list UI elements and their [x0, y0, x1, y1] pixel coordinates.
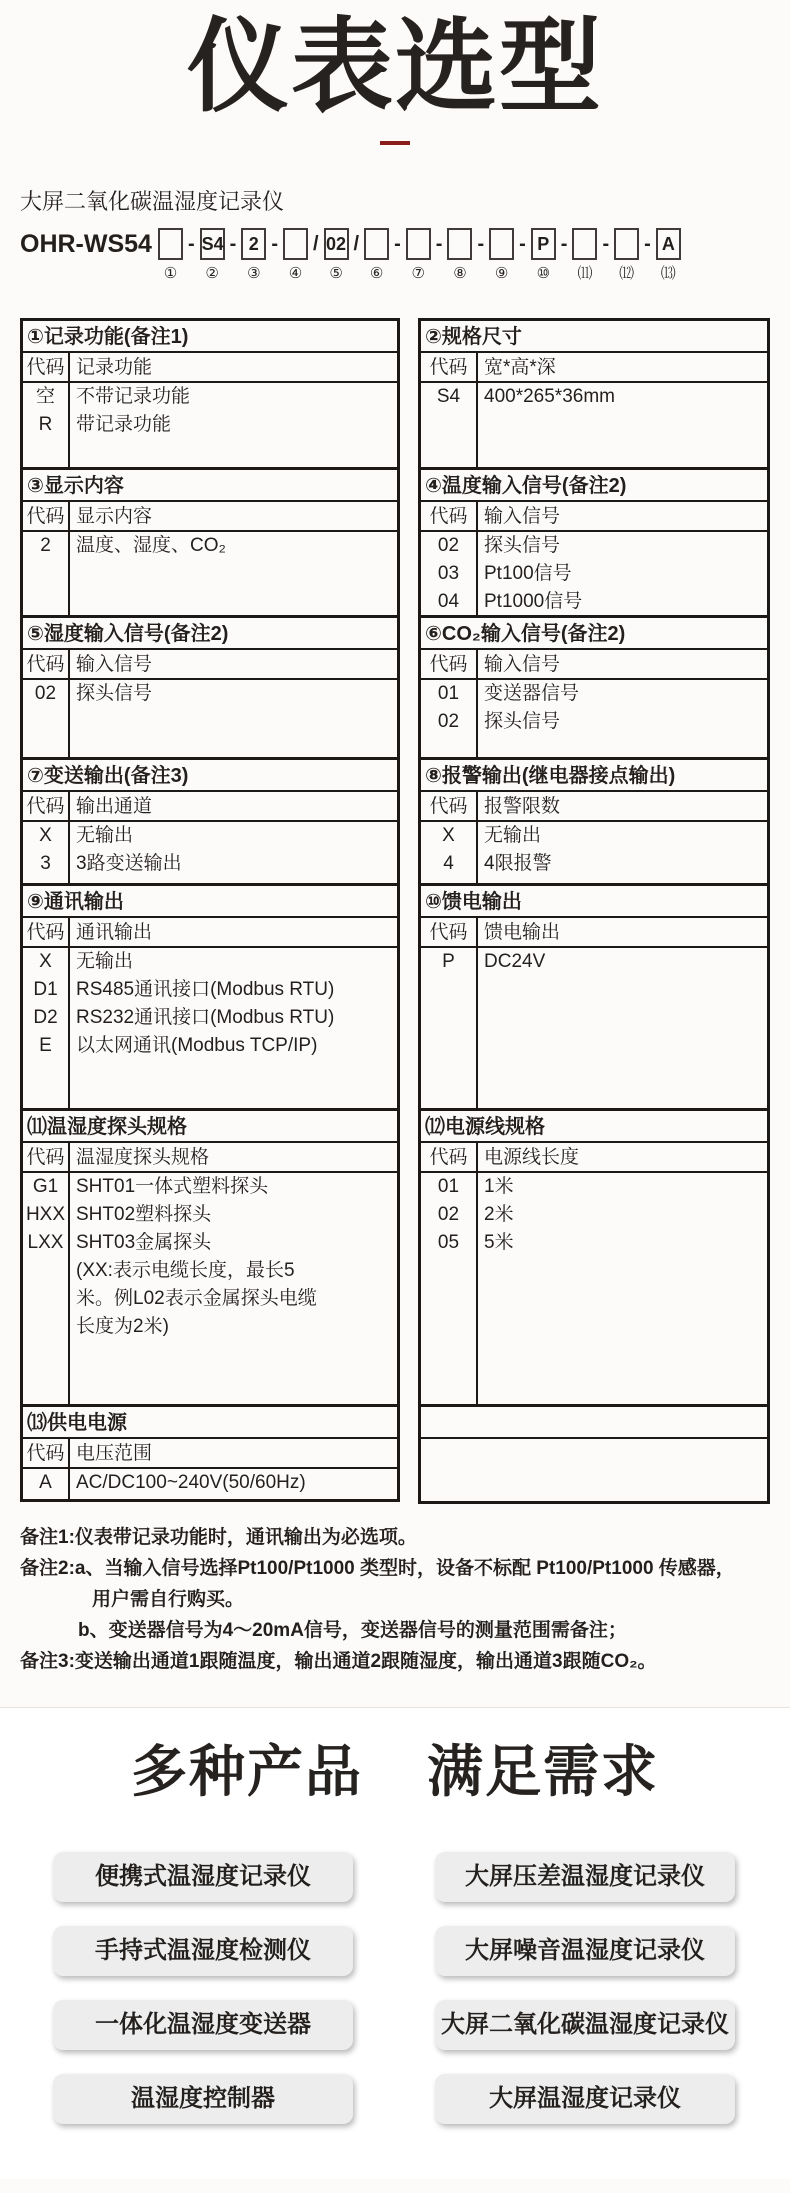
spec-section-title: ②规格尺寸: [421, 321, 767, 353]
code-column-header: 代码: [23, 353, 70, 381]
spec-section: [23, 615, 397, 757]
model-segment-5: [324, 228, 349, 282]
desc-value: 4限报警: [484, 852, 552, 874]
model-box-value: 02: [324, 228, 349, 260]
desc-value: SHT03金属探头: [76, 1231, 212, 1253]
model-separator: -: [394, 232, 401, 255]
desc-value: Pt100信号: [484, 562, 572, 584]
desc-value: 5米: [484, 1231, 514, 1253]
code-value: [23, 1285, 68, 1313]
model-segment-1: [158, 228, 183, 282]
code-column-values: [421, 948, 478, 1108]
spec-section-body: [421, 948, 767, 1108]
model-box-number: ④: [288, 264, 303, 282]
desc-value: 无输出: [484, 824, 542, 846]
model-box-value: [489, 228, 514, 260]
spec-section-body: [23, 822, 397, 883]
spec-section-header-row: [421, 918, 767, 948]
code-column-header: 代码: [421, 650, 478, 678]
desc-value: SHT02塑料探头: [76, 1203, 212, 1225]
code-value: 3: [40, 852, 51, 874]
code-column-values: [23, 532, 70, 615]
model-box-number: ②: [205, 264, 219, 282]
model-box-number: ⑤: [329, 264, 343, 282]
spec-section-header-row: [421, 353, 767, 383]
desc-column-values: [478, 383, 767, 467]
desc-value: 不带记录功能: [76, 385, 191, 407]
code-value: R: [38, 413, 53, 435]
code-value: A: [39, 1471, 52, 1493]
spec-section: [23, 467, 397, 615]
spec-section: [421, 467, 767, 615]
product-button[interactable]: 温湿度控制器: [53, 2074, 353, 2124]
desc-value: 探头信号: [484, 710, 561, 732]
note-line: 用户需自行购买。: [92, 1588, 245, 1610]
code-value: 2: [40, 534, 51, 556]
model-separator: -: [644, 232, 651, 255]
model-box-number: ⑿: [619, 264, 635, 282]
desc-value: 带记录功能: [76, 413, 172, 435]
model-separator: -: [477, 232, 485, 255]
code-value: G1: [32, 1175, 59, 1197]
code-column-header: 代码: [23, 650, 70, 678]
spec-section: [421, 883, 767, 1108]
spec-section-empty-body: [421, 1439, 767, 1501]
desc-column-header: 输入信号: [484, 653, 561, 675]
desc-column-header: 宽*高*深: [484, 356, 556, 378]
spec-section-title: ⑧报警输出(继电器接点输出): [421, 760, 767, 792]
code-column-header: 代码: [23, 502, 70, 530]
model-box-value: [364, 228, 389, 260]
desc-value: 长度为2米): [76, 1315, 169, 1337]
spec-section-body: [421, 1173, 767, 1404]
spec-section: [421, 1108, 767, 1404]
code-value: D1: [33, 978, 58, 1000]
model-code-line: [20, 228, 770, 282]
desc-value: 400*265*36mm: [484, 385, 615, 407]
code-value: 04: [437, 590, 460, 612]
desc-column-header: 输出通道: [76, 795, 153, 817]
spec-section-title: ⑾温湿度探头规格: [23, 1111, 397, 1143]
desc-column-header: 输入信号: [76, 653, 153, 675]
product-button[interactable]: 大屏二氧化碳温湿度记录仪: [435, 2000, 735, 2050]
model-box-value: [158, 228, 183, 260]
code-column-values: [421, 822, 478, 883]
desc-value: Pt1000信号: [484, 590, 583, 612]
spec-section-header-row: [23, 1143, 397, 1173]
desc-value: 探头信号: [484, 534, 561, 556]
desc-column-values: [70, 1173, 397, 1404]
model-box-number: ⑥: [369, 264, 384, 282]
model-box-value: P: [531, 228, 556, 260]
desc-column-header: 显示内容: [76, 505, 153, 527]
spec-section-body: [23, 680, 397, 757]
product-button-grid: [53, 1852, 737, 2124]
spec-section-header-row: [421, 1143, 767, 1173]
model-separator: /: [353, 232, 360, 255]
desc-column-header: 通讯输出: [76, 921, 153, 943]
desc-value: 米。例L02表示金属探头电缆: [76, 1287, 317, 1309]
code-column-values: [23, 1173, 70, 1404]
spec-section-body: [23, 383, 397, 467]
code-value: 01: [437, 682, 460, 704]
spec-section-header-row: [421, 502, 767, 532]
products-section: [0, 1707, 790, 2179]
spec-section-body: [23, 1469, 397, 1499]
product-button[interactable]: 大屏噪音温湿度记录仪: [435, 1926, 735, 1976]
model-box-number: ①: [163, 264, 178, 282]
desc-column-header: 馈电输出: [484, 921, 561, 943]
desc-value: 以太网通讯(Modbus TCP/IP): [76, 1034, 318, 1056]
model-box-number: ③: [247, 264, 261, 282]
model-segment-9: [489, 228, 514, 282]
desc-value: AC/DC100~240V(50/60Hz): [76, 1471, 306, 1493]
spec-section: [23, 321, 397, 467]
title-underline: [380, 141, 410, 145]
product-button[interactable]: 便携式温湿度记录仪: [53, 1852, 353, 1902]
note-line: 备注2:a、当输入信号选择Pt100/Pt1000 类型时，设备不标配 Pt100/Pt1000 传感器，: [20, 1557, 735, 1579]
code-value: D2: [33, 1006, 58, 1028]
code-value: 02: [34, 682, 57, 704]
spec-section-title: ③显示内容: [23, 470, 397, 502]
spec-section: [23, 757, 397, 883]
model-prefix: OHR-WS54: [20, 229, 152, 258]
model-box-number: ⑨: [494, 264, 509, 282]
desc-column-values: [70, 822, 397, 883]
desc-value: 1米: [484, 1175, 514, 1197]
selection-tables: [20, 318, 770, 1504]
desc-column-header: 输入信号: [484, 505, 561, 527]
products-heading: [0, 1728, 790, 1808]
code-column-values: [421, 383, 478, 467]
code-column-header: 代码: [421, 918, 478, 946]
model-segment-12: [614, 228, 639, 282]
model-segment-4: [283, 228, 308, 282]
spec-section: [421, 757, 767, 883]
product-subtitle: 大屏二氧化碳温湿度记录仪: [20, 188, 285, 214]
code-value: HXX: [25, 1203, 66, 1225]
selection-table-left-column: [20, 318, 400, 1502]
model-segment-6: [364, 228, 389, 282]
code-value: 02: [437, 534, 460, 556]
spec-section-header-row: [23, 502, 397, 532]
desc-value: 2米: [484, 1203, 514, 1225]
desc-column-values: [70, 680, 397, 757]
model-segment-13: [656, 228, 681, 282]
products-heading-right: 满足需求: [427, 1739, 659, 1803]
model-box-value: [447, 228, 472, 260]
code-value: 02: [437, 710, 460, 732]
code-column-header: 代码: [421, 353, 478, 381]
code-value: 空: [35, 385, 55, 407]
code-column-header: 代码: [23, 792, 70, 820]
code-column-values: [421, 1173, 478, 1404]
spec-section: [421, 615, 767, 757]
spec-section-title: ⑿电源线规格: [421, 1111, 767, 1143]
code-value: P: [442, 950, 455, 972]
spec-section-header-row: [23, 1439, 397, 1469]
desc-value: 无输出: [76, 950, 134, 972]
model-box-number: ⒀: [660, 264, 676, 282]
desc-value: 温度、湿度、CO₂: [76, 534, 226, 556]
code-column-values: [23, 822, 70, 883]
model-separator: /: [312, 232, 319, 255]
code-column-values: [23, 1469, 70, 1499]
code-value: X: [39, 950, 52, 972]
model-box-value: A: [656, 228, 681, 260]
model-separator: -: [560, 232, 568, 255]
desc-column-values: [70, 948, 397, 1108]
spec-section: [23, 883, 397, 1108]
model-segment-10: [531, 228, 556, 282]
model-segment-8: [447, 228, 472, 282]
code-value: [23, 1257, 68, 1285]
code-column-header: 代码: [23, 1439, 70, 1467]
model-box-value: [406, 228, 431, 260]
code-column-values: [421, 532, 478, 615]
model-segment-2: [200, 228, 225, 282]
model-separator: -: [187, 232, 195, 255]
desc-column-header: 温湿度探头规格: [76, 1146, 210, 1168]
spec-section-header-row: [421, 650, 767, 680]
spec-section-title: [421, 1407, 767, 1439]
code-value: [23, 1313, 68, 1341]
code-value: S4: [436, 385, 461, 407]
spec-section: [421, 1404, 767, 1501]
code-value: X: [442, 824, 455, 846]
desc-value: 3路变送输出: [76, 852, 182, 874]
spec-section: [421, 321, 767, 467]
desc-value: RS232通讯接口(Modbus RTU): [76, 1006, 335, 1028]
model-separator: -: [435, 232, 443, 255]
note-line: 备注3:变送输出通道1跟随温度，输出通道2跟随湿度，输出通道3跟随CO₂。: [20, 1650, 657, 1672]
note-line: b、变送器信号为4～20mA信号，变送器信号的测量范围需备注；: [78, 1619, 627, 1641]
spec-section-header-row: [421, 792, 767, 822]
spec-section-header-row: [23, 353, 397, 383]
spec-section-title: ⒀供电电源: [23, 1407, 397, 1439]
spec-section-title: ①记录功能(备注1): [23, 321, 397, 353]
desc-value: (XX:表示电缆长度，最长5: [76, 1259, 295, 1281]
product-button[interactable]: 大屏温湿度记录仪: [435, 2074, 735, 2124]
spec-section-header-row: [23, 792, 397, 822]
model-segment-7: [406, 228, 431, 282]
code-column-values: [23, 948, 70, 1108]
desc-value: 探头信号: [76, 682, 153, 704]
model-segment-3: [241, 228, 266, 282]
model-separator: -: [229, 232, 237, 255]
spec-section-header-row: [23, 650, 397, 680]
spec-section-header-row: [23, 918, 397, 948]
product-button[interactable]: 大屏压差温湿度记录仪: [435, 1852, 735, 1902]
desc-column-values: [478, 1173, 767, 1404]
model-box-value: [614, 228, 639, 260]
product-button[interactable]: 手持式温湿度检测仪: [53, 1926, 353, 1976]
code-value: 03: [437, 562, 460, 584]
model-box-number: ⑧: [453, 264, 467, 282]
code-column-header: 代码: [421, 1143, 478, 1171]
desc-column-values: [478, 822, 767, 883]
code-column-values: [421, 680, 478, 757]
desc-column-header: 电压范围: [76, 1442, 153, 1464]
code-column-header: 代码: [421, 502, 478, 530]
desc-column-header: 记录功能: [76, 356, 153, 378]
code-column-header: 代码: [23, 1143, 70, 1171]
code-column-values: [23, 383, 70, 467]
code-column-header: 代码: [23, 918, 70, 946]
spec-section-title: ⑨通讯输出: [23, 886, 397, 918]
spec-section-body: [23, 948, 397, 1108]
model-box-number: ⑩: [536, 264, 551, 282]
code-value: E: [39, 1034, 52, 1056]
code-column-header: 代码: [421, 792, 478, 820]
code-value: 05: [437, 1231, 460, 1253]
spec-section-body: [421, 532, 767, 615]
desc-column-values: [70, 383, 397, 467]
spec-section: [23, 1404, 397, 1499]
note-line: 备注1:仪表带记录功能时，通讯输出为必选项。: [20, 1526, 417, 1548]
desc-value: 变送器信号: [484, 682, 580, 704]
desc-column-values: [70, 532, 397, 615]
code-value: 01: [437, 1175, 460, 1197]
spec-section-body: [421, 383, 767, 467]
desc-value: RS485通讯接口(Modbus RTU): [76, 978, 335, 1000]
spec-section-body: [421, 680, 767, 757]
desc-column-header: 电源线长度: [484, 1146, 580, 1168]
code-value: LXX: [27, 1231, 64, 1253]
model-separator: -: [602, 232, 610, 255]
desc-column-values: [478, 948, 767, 1108]
selection-table-right-column: [418, 318, 770, 1504]
model-segment-11: [572, 228, 597, 282]
model-separator: -: [519, 232, 526, 255]
code-value: X: [39, 824, 52, 846]
desc-column-values: [478, 680, 767, 757]
model-box-value: [283, 228, 308, 260]
model-box-number: ⑦: [411, 264, 425, 282]
page-title: 仪表选型: [187, 10, 603, 124]
spec-section: [23, 1108, 397, 1404]
desc-value: SHT01一体式塑料探头: [76, 1175, 269, 1197]
spec-section-title: ⑩馈电输出: [421, 886, 767, 918]
desc-value: DC24V: [484, 950, 546, 972]
desc-column-header: 报警限数: [484, 795, 561, 817]
desc-column-values: [70, 1469, 397, 1499]
code-column-values: [23, 680, 70, 757]
notes-block: [20, 1522, 770, 1677]
model-separator: -: [271, 232, 278, 255]
model-box-value: S4: [200, 228, 225, 260]
spec-section-body: [421, 822, 767, 883]
spec-section-title: ⑤湿度输入信号(备注2): [23, 618, 397, 650]
products-heading-left: 多种产品: [131, 1739, 363, 1803]
model-box-number: ⑾: [577, 264, 593, 282]
desc-column-values: [478, 532, 767, 615]
model-box-value: [572, 228, 597, 260]
model-box-value: 2: [241, 228, 266, 260]
desc-value: 无输出: [76, 824, 134, 846]
product-button[interactable]: 一体化温湿度变送器: [53, 2000, 353, 2050]
code-value: 02: [437, 1203, 460, 1225]
spec-section-title: ⑥CO₂输入信号(备注2): [421, 618, 767, 650]
spec-section-body: [23, 1173, 397, 1404]
spec-section-title: ⑦变送输出(备注3): [23, 760, 397, 792]
code-value: 4: [443, 852, 454, 874]
spec-section-body: [23, 532, 397, 615]
spec-section-title: ④温度输入信号(备注2): [421, 470, 767, 502]
